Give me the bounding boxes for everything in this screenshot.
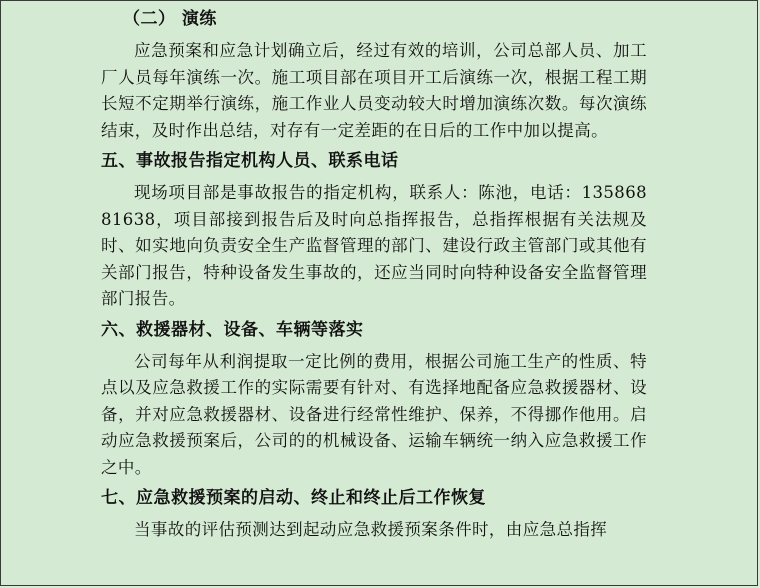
section-6-paragraph: 公司每年从利润提取一定比例的费用，根据公司施工生产的性质、特点以及应急救援工作的实际需要有针对、有选择地配备应急救援器材、设备，并对应急救援器材、设备进行经常性维护、保养，不得挪作他用。启动应急救援预案后，公司的的机械设备、运输车辆统一纳入应急救援工作之中。 <box>101 351 647 477</box>
section-5-heading: 五、事故报告指定机构人员、联系电话 <box>101 151 399 171</box>
section-drill-heading: （二） 演练 <box>123 9 217 29</box>
section-7-paragraph: 当事故的评估预测达到起动应急救援预案条件时，由应急总指挥 <box>134 520 608 539</box>
section-5-paragraph: 现场项目部是事故报告的指定机构，联系人：陈池，电话：13586881638，项目部接到报告后及时向总指挥报告，总指挥根据有关法规及时、如实地向负责安全生产监督管理的部门、建设行政主管部门或其他有关部门报告，特种设备发生事故的，还应当同时向特种设备安全监督管理部门报告。 <box>101 183 647 308</box>
document-content <box>101 7 647 544</box>
section-7-heading: 七、应急救援预案的启动、终止和终止后工作恢复 <box>101 488 486 508</box>
section-6-heading: 六、救援器材、设备、车辆等落实 <box>101 319 364 340</box>
section-drill-paragraph: 应急预案和应急计划确立后，经过有效的培训，公司总部人员、加工厂人员每年演练一次。施工项目部在项目开工后演练一次，根据工程工期长短不定期举行演练，施工作业人员变动较大时增加演练次数。每次演练结束，及时作出总结，对存有一定差距的在日后的工作中加以提高。 <box>101 41 647 140</box>
